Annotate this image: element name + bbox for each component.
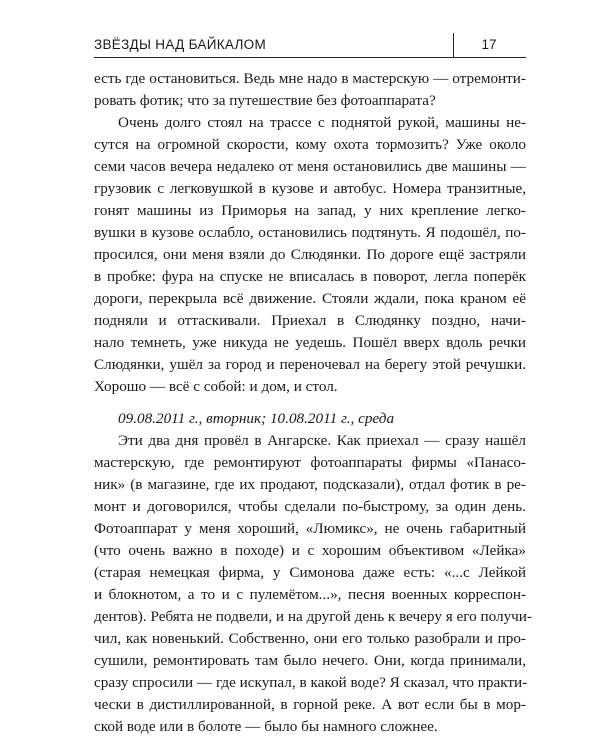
- text-line: Фотоаппарат у меня хороший, «Люмикс», не очень габаритный: [94, 520, 526, 537]
- text-line: Эти два дня провёл в Ангарске. Как приехал — сразу нашёл: [118, 432, 526, 449]
- text-line: дороги, перекрыла всё движение. Стояли ждали, пока краном её: [94, 290, 526, 307]
- text-line: монт и договорился, чтобы сделали по-быстрому, за один день.: [94, 498, 526, 515]
- page-number: 17: [453, 33, 524, 57]
- text-line: (старая немецкая фирма, у Симонова даже есть: «...с Лейкой: [94, 564, 526, 581]
- text-line: вушки в кузове ослабло, остановились подтянуть. Я подошёл, по-: [94, 224, 526, 241]
- text-line: дентов). Ребята не подвели, и на другой день к вечеру я его получи-: [94, 608, 532, 625]
- text-line: в пробке: фура на спуске не вписалась в поворот, легла поперёк: [94, 268, 526, 285]
- text-line: сутся на огромной скорости, кому охота тормозить? Уже около: [94, 136, 526, 153]
- text-line: грузовик с легковушкой в кузове и автобус. Номера транзитные,: [94, 180, 526, 197]
- text-line: ской воде или в болоте — было бы намного сложнее.: [94, 718, 438, 735]
- text-line: сразу спросили — где искупал, в какой воде? Я сказал, что практи-: [94, 674, 528, 691]
- text-line: нало темнеть, уже никуда не уедешь. Пошёл вверх вдоль речки: [94, 334, 526, 351]
- text-line: Слюдянки, ушёл за город и переночевал на берегу этой речушки.: [94, 356, 526, 373]
- running-title: ЗВЁЗДЫ НАД БАЙКАЛОМ: [94, 37, 267, 52]
- text-line: мастерскую, где ремонтируют фотоаппараты фирмы «Панасо-: [94, 454, 526, 471]
- text-line: чески в дистиллированной, в горной реке. А вот если бы в мор-: [94, 696, 526, 713]
- text-line: подняли и оттаскивали. Приехал в Слюдянку поздно, начи-: [94, 312, 526, 329]
- text-line: сушили, ремонтировать там было нечего. Они, когда принимали,: [94, 652, 526, 669]
- text-line: Очень долго стоял на трассе с поднятой рукой, машины не-: [118, 114, 526, 131]
- text-line: ник» (в магазине, где их продают, подсказали), отдал фотик в ре-: [94, 476, 526, 493]
- text-line: есть где остановиться. Ведь мне надо в мастерскую — отремонти-: [94, 70, 526, 87]
- text-line: и блокнотом, а то и с пулемётом...», песня военных корреспон-: [94, 586, 526, 603]
- text-line: просился, они меня взяли до Слюдянки. По дороге ещё застряли: [94, 246, 526, 263]
- text-line: (что очень важно в походе) и с хорошим объективом «Лейка»: [94, 542, 526, 559]
- text-line: гонят машины из Приморья на запад, у них крепление легко-: [94, 202, 526, 219]
- text-line: ровать фотик; что за путешествие без фотоаппарата?: [94, 92, 436, 109]
- running-head: [94, 33, 526, 58]
- text-line: семи часов вечера недалеко от меня остановились две машины —: [94, 158, 526, 175]
- entry-date-heading: 09.08.2011 г., вторник; 10.08.2011 г., среда: [118, 410, 395, 427]
- text-line: Хорошо — всё с собой: и дом, и стол.: [94, 378, 338, 395]
- text-line: чил, как новенький. Собственно, они его только разобрали и про-: [94, 630, 526, 647]
